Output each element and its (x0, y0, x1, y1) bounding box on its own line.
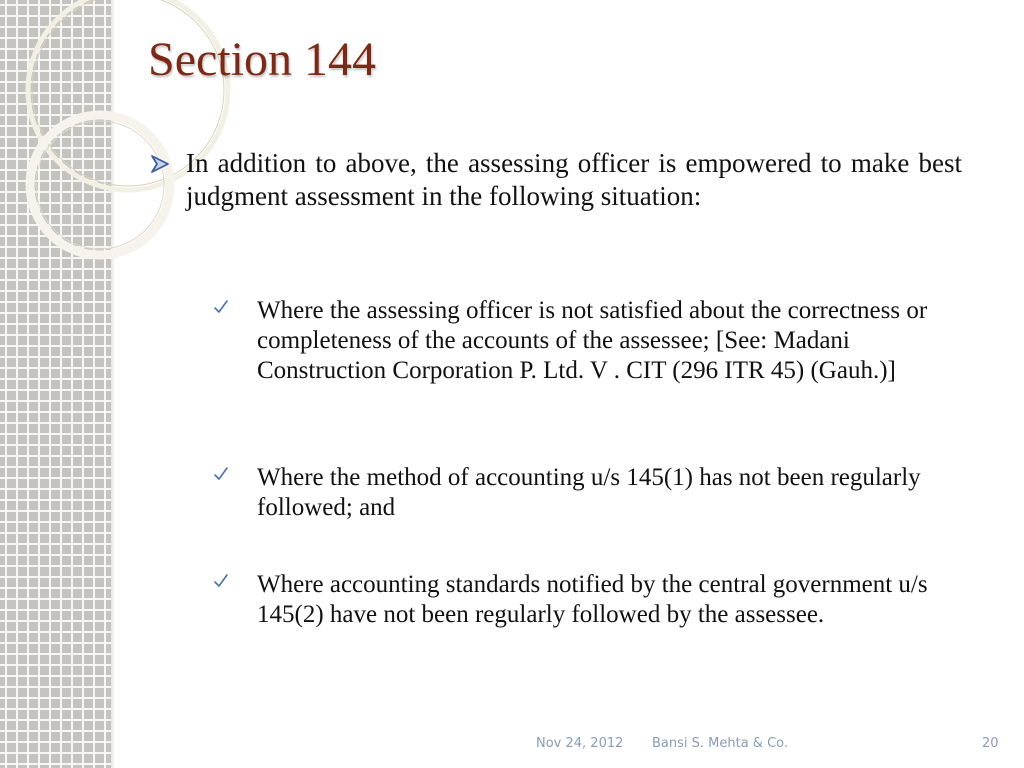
sub-bullet-text: Where accounting standards notified by the central government u/s 145(2) have not been regularly followed by the assessee. (257, 571, 928, 628)
main-bullet (150, 147, 962, 213)
arrow-bullet-icon (150, 154, 170, 174)
checkmark-icon (213, 466, 229, 482)
slide-title: Section 144 (148, 33, 376, 86)
slide-footer (0, 736, 1024, 756)
footer-date: Nov 24, 2012 (536, 736, 624, 751)
sub-bullet-text: Where the assessing officer is not satisfied about the correctness or completeness of the accounts of the assessee; [See: Madani Construction Corporation P. Ltd. V . CIT (296 ITR 45) (Gauh.)] (257, 297, 928, 384)
footer-author: Bansi S. Mehta & Co. (652, 736, 789, 751)
sub-bullet-item (213, 296, 973, 386)
page-number: 20 (982, 736, 999, 751)
checkmark-icon (213, 299, 229, 315)
sub-bullet-item (213, 570, 973, 630)
sub-bullet-item (213, 463, 973, 523)
sub-bullet-text: Where the method of accounting u/s 145(1) has not been regularly followed; and (257, 464, 921, 521)
checkmark-icon (213, 573, 229, 589)
main-bullet-text: In addition to above, the assessing officer is empowered to make best judgment assessment in the following situation: (186, 148, 962, 211)
